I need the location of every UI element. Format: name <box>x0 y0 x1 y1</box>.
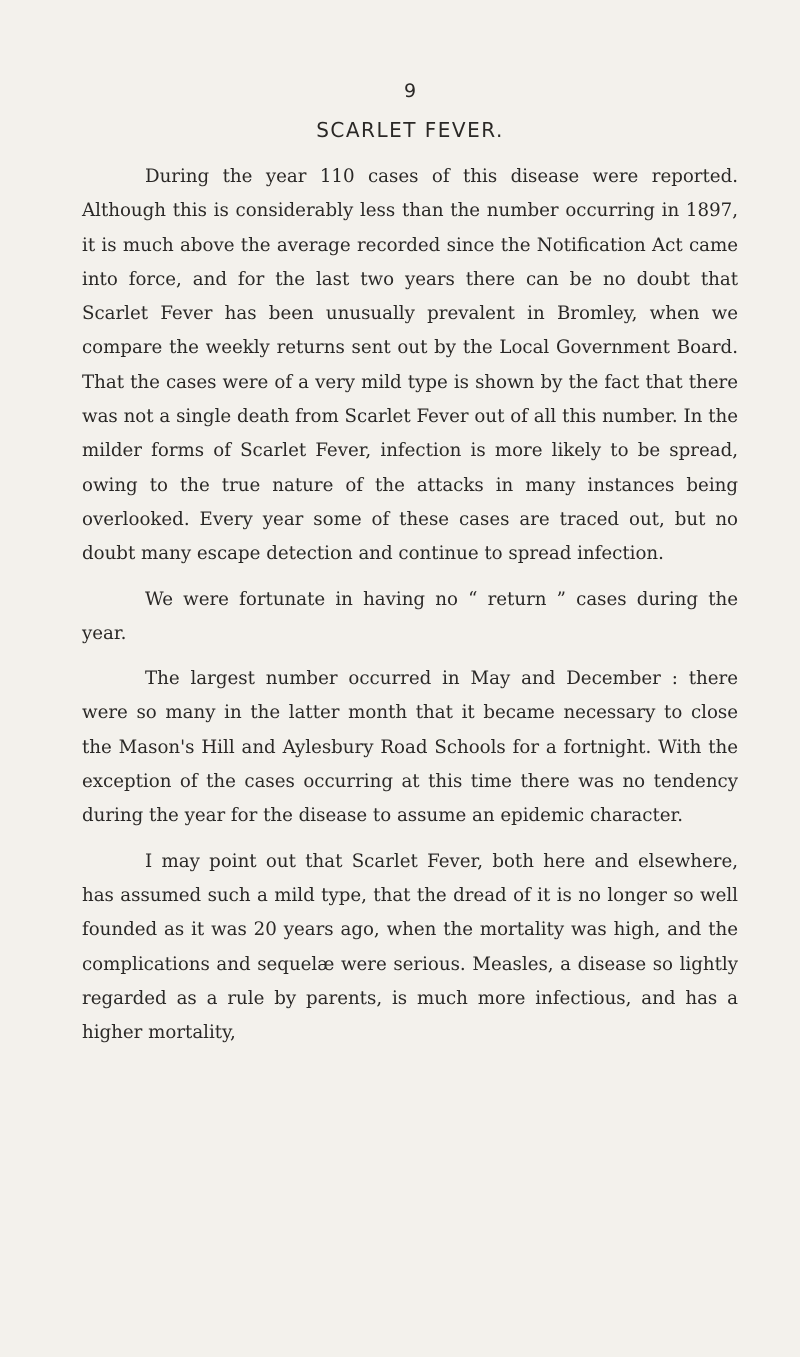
paragraph: We were fortunate in having no “ return ” cases during the year. <box>82 588 738 644</box>
page-title: SCARLET FEVER. <box>316 118 504 142</box>
paragraph: The largest number occurred in May and December : there were so many in the latter month that it became necessary to close the Mason's Hill and Aylesbury Road Schools for a fortnight. With the exception of the cases occurring at this time there was no tendency during the year for the disease to assume an epidemic character. <box>82 668 738 827</box>
paragraph: During the year 110 cases of this disease were reported. Although this is considerably less than the number occurring in 1897, it is much above the average recorded since the Notification Act came into force, and for the last two years there can be no doubt that Scarlet Fever has been unusually prevalent in Bromley, when we compare the weekly returns sent out by the Local Government Board. That the cases were of a very mild type is shown by the fact that there was not a single death from Scarlet Fever out of all this number. In the milder forms of Scarlet Fever, infection is more likely to be spread, owing to the true nature of the attacks in many instances being overlooked. Every year some of these cases are traced out, but no doubt many escape detection and continue to spread infection. <box>82 166 738 565</box>
body-text <box>82 160 738 1061</box>
paragraph: I may point out that Scarlet Fever, both here and elsewhere, has assumed such a mild type, that the dread of it is no longer so well founded as it was 20 years ago, when the mortality was high, and the complications and sequelæ were serious. Measles, a disease so lightly regarded as a rule by parents, is much more infectious, and has a higher mortality, <box>82 850 738 1044</box>
page-number: 9 <box>403 80 417 102</box>
